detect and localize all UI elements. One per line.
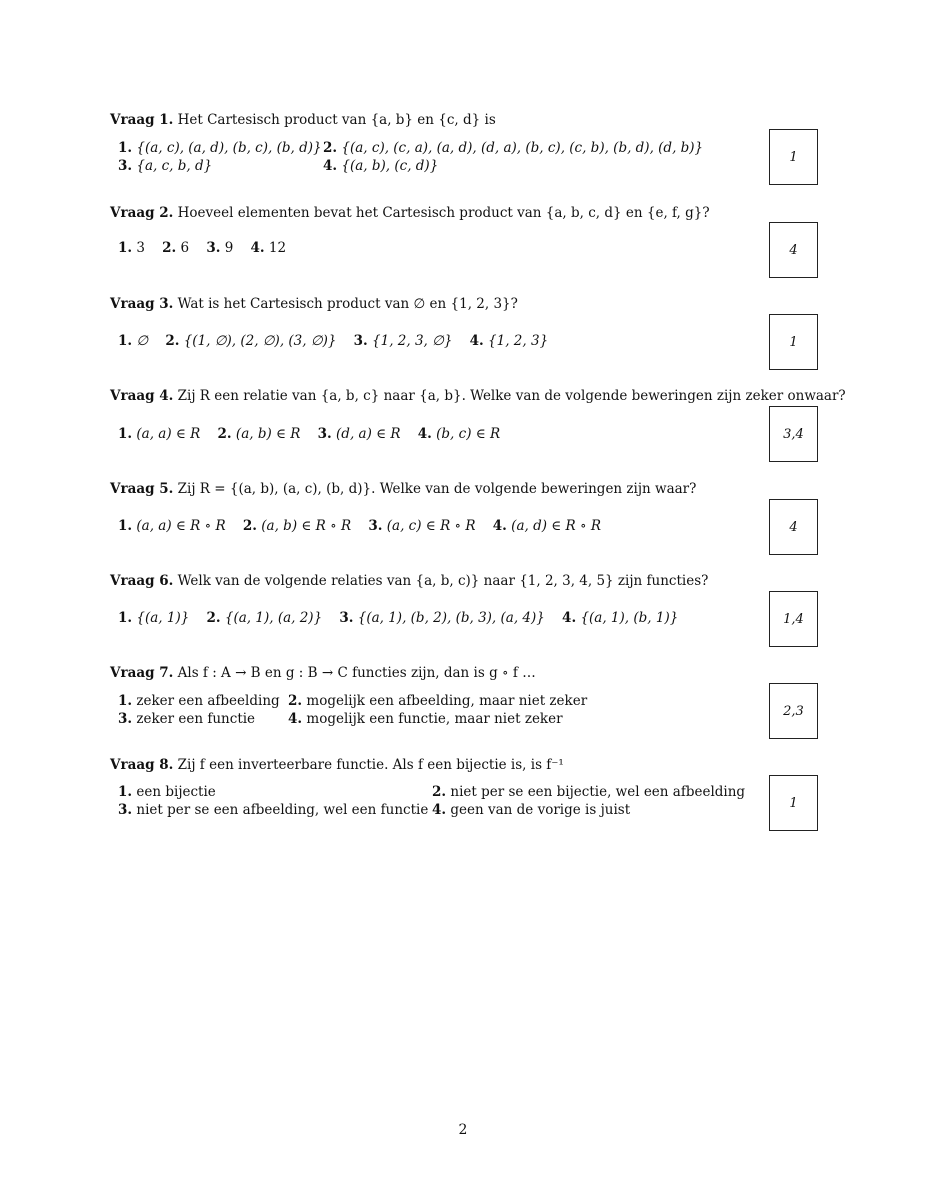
- question-5-options: 1. (a, a) ∈ R ∘ R 2. (a, b) ∈ R ∘ R 3. (a, c) ∈ R ∘ R 4. (a, d) ∈ R ∘ R: [118, 518, 602, 534]
- question-label: Vraag 8.: [110, 757, 174, 773]
- question-1-option-3: 3. {a, c, b, d}: [118, 158, 213, 174]
- question-text: Als f : A → B en g : B → C functies zijn, dan is g ∘ f …: [177, 665, 536, 681]
- question-text: Zij f een inverteerbare functie. Als f een bijectie is, is f⁻¹: [177, 757, 564, 773]
- question-2-options: 1. 3 2. 6 3. 9 4. 12: [118, 240, 287, 256]
- answer-box-1: 1: [769, 129, 818, 185]
- question-label: Vraag 1.: [110, 112, 174, 128]
- page-number: 2: [458, 1122, 468, 1138]
- question-label: Vraag 7.: [110, 665, 174, 681]
- question-label: Vraag 5.: [110, 481, 174, 497]
- question-7-option-1: 1. zeker een afbeelding: [118, 693, 280, 709]
- question-label: Vraag 6.: [110, 573, 174, 589]
- question-text: Welk van de volgende relaties van {a, b, c)} naar {1, 2, 3, 4, 5} zijn functies?: [177, 573, 709, 589]
- question-text: Hoeveel elementen bevat het Cartesisch product van {a, b, c, d} en {e, f, g}?: [177, 205, 710, 221]
- question-6-options: 1. {(a, 1)} 2. {(a, 1), (a, 2)} 3. {(a, 1), (b, 2), (b, 3), (a, 4)} 4. {(a, 1), (b, 1)}: [118, 610, 679, 626]
- question-text: Het Cartesisch product van {a, b} en {c, d} is: [177, 112, 496, 128]
- question-8-option-3: 3. niet per se een afbeelding, wel een functie: [118, 802, 429, 818]
- question-7-option-4: 4. mogelijk een functie, maar niet zeker: [288, 711, 563, 727]
- question-6-title: [110, 573, 708, 589]
- question-1-option-4: 4. {(a, b), (c, d)}: [323, 158, 439, 174]
- question-4-title: [110, 388, 846, 404]
- question-3-options: 1. ∅ 2. {(1, ∅), (2, ∅), (3, ∅)} 3. {1, 2, 3, ∅} 4. {1, 2, 3}: [118, 333, 549, 349]
- answer-box-2: 4: [769, 222, 818, 278]
- answer-box-3: 1: [769, 314, 818, 370]
- question-8-option-4: 4. geen van de vorige is juist: [432, 802, 631, 818]
- question-text: Zij R een relatie van {a, b, c} naar {a, b}. Welke van de volgende beweringen zijn zeker onwaar?: [177, 388, 846, 404]
- question-7-option-3: 3. zeker een functie: [118, 711, 256, 727]
- question-3-title: [110, 296, 518, 312]
- question-text: Wat is het Cartesisch product van ∅ en {1, 2, 3}?: [177, 296, 518, 312]
- question-text: Zij R = {(a, b), (a, c), (b, d)}. Welke van de volgende beweringen zijn waar?: [177, 481, 697, 497]
- question-label: Vraag 2.: [110, 205, 174, 221]
- question-label: Vraag 3.: [110, 296, 174, 312]
- question-1-option-1: 1. {(a, c), (a, d), (b, c), (b, d)}: [118, 140, 322, 156]
- question-5-title: [110, 481, 696, 497]
- question-2-title: [110, 205, 710, 221]
- question-7-title: [110, 665, 536, 681]
- question-8-option-1: 1. een bijectie: [118, 784, 216, 800]
- answer-box-7: 2,3: [769, 683, 818, 739]
- question-4-options: 1. (a, a) ∈ R 2. (a, b) ∈ R 3. (d, a) ∈ R 4. (b, c) ∈ R: [118, 426, 501, 442]
- question-1-title: [110, 112, 496, 128]
- answer-box-4: 3,4: [769, 406, 818, 462]
- question-8-title: [110, 757, 564, 773]
- question-8-option-2: 2. niet per se een bijectie, wel een afbeelding: [432, 784, 746, 800]
- answer-box-5: 4: [769, 499, 818, 555]
- answer-box-8: 1: [769, 775, 818, 831]
- question-1-option-2: 2. {(a, c), (c, a), (a, d), (d, a), (b, c), (c, b), (b, d), (d, b)}: [323, 140, 704, 156]
- question-label: Vraag 4.: [110, 388, 174, 404]
- question-7-option-2: 2. mogelijk een afbeelding, maar niet zeker: [288, 693, 588, 709]
- answer-box-6: 1,4: [769, 591, 818, 647]
